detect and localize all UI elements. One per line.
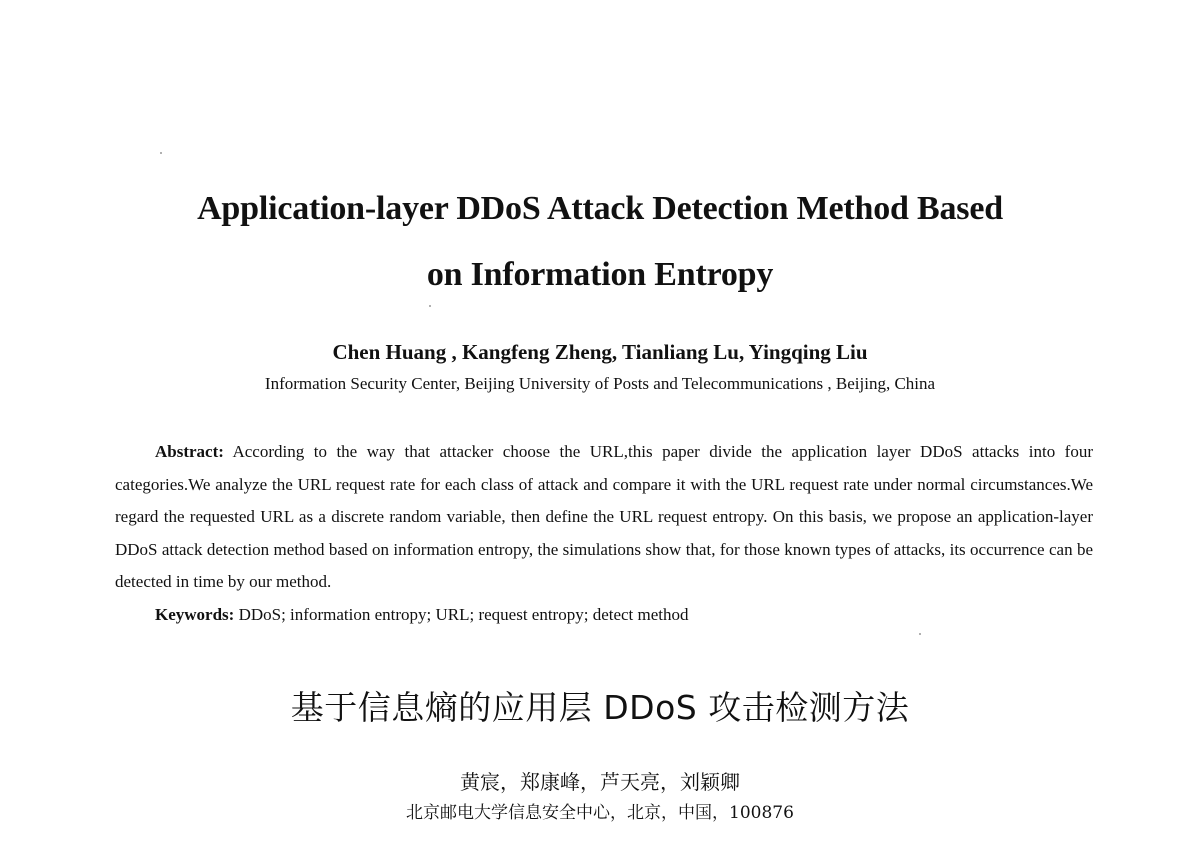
keywords-paragraph	[115, 599, 1093, 632]
abstract-paragraph	[115, 436, 1093, 599]
abstract-label: Abstract:	[155, 442, 224, 461]
paper-title-line-2: on Information Entropy	[426, 256, 774, 293]
scan-speck	[919, 633, 921, 635]
abstract-text: According to the way that attacker choose the URL,this paper divide the application layer DDoS attacks into four categories.We analyze the URL request rate for each class of attack and compare it with the URL request rate under normal circumstances.We regard the requested URL as a discrete random variable, then define the URL request entropy. On this basis, we propose an application-layer DDoS attack detection method based on information entropy, the simulations show that, for those known types of attacks, its occurrence can be detected in time by our method.	[115, 442, 1094, 591]
keywords-text: DDoS; information entropy; URL; request entropy; detect method	[238, 604, 689, 624]
affiliation-english: Information Security Center, Beijing University of Posts and Telecommunications , Beijing, China	[264, 374, 936, 393]
authors-english: Chen Huang , Kangfeng Zheng, Tianliang Lu, Yingqing Liu	[332, 340, 868, 364]
paper-title-line-1: Application-layer DDoS Attack Detection Method Based	[197, 190, 1003, 227]
abstract-section	[115, 436, 1093, 631]
affiliation-chinese: 北京邮电大学信息安全中心，北京，中国，100876	[406, 803, 794, 823]
keywords-label: Keywords:	[155, 604, 235, 624]
scan-speck	[160, 152, 162, 154]
paper-title-chinese: 基于信息熵的应用层 DDoS 攻击检测方法	[290, 688, 910, 727]
scan-speck	[429, 305, 431, 307]
authors-chinese: 黄宸，郑康峰，芦天亮，刘颖卿	[460, 770, 740, 794]
